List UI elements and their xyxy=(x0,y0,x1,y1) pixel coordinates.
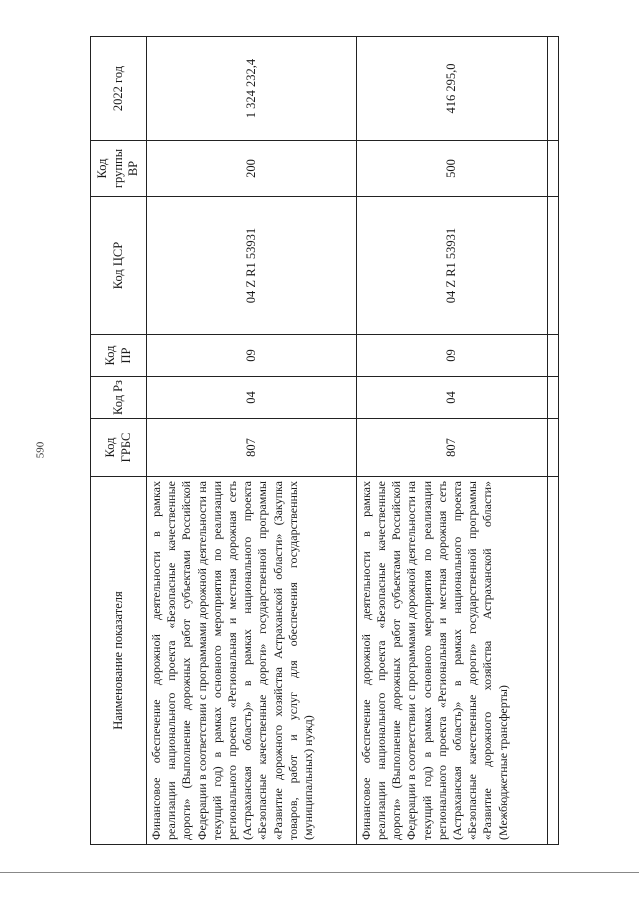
header-vr: Код группы ВР xyxy=(91,141,147,197)
row-pr: 09 xyxy=(147,335,357,377)
blank-cell xyxy=(548,197,559,335)
header-year: 2022 год xyxy=(91,37,147,141)
page-edge-rule xyxy=(0,872,639,873)
blank-row xyxy=(548,37,559,845)
header-grbs: Код ГРБС xyxy=(91,419,147,477)
budget-table xyxy=(90,36,559,845)
blank-cell xyxy=(548,419,559,477)
header-pr: Код ПР xyxy=(91,335,147,377)
row-vr: 200 xyxy=(147,141,357,197)
rotated-page xyxy=(90,37,559,845)
table-row xyxy=(147,37,357,845)
row-grbs: 807 xyxy=(356,419,547,477)
header-csr: Код ЦСР xyxy=(91,197,147,335)
blank-cell xyxy=(548,37,559,141)
row-name: Финансовое обеспечение дорожной деятельности в рамках реализации национального проекта «Безопасные качественные дороги» (Выполнение дорожных работ субъектами Российской Федерации в соответствии с программами дорожной деятельности на текущий год) в рамках основного мероприятия по реализации регионального проекта «Региональная и местная дорожная сеть (Астраханская область)» в рамках национального проекта «Безопасные качественные дороги» государственной программы «Развитие дорожного хозяйства Астраханской области» (Закупка товаров, работ и услуг для обеспечения государственных (муниципальных) нужд) xyxy=(147,477,357,845)
row-csr: 04 Z R1 53931 xyxy=(356,197,547,335)
row-rz: 04 xyxy=(356,377,547,419)
row-name: Финансовое обеспечение дорожной деятельности в рамках реализации национального проекта «Безопасные качественные дороги» (Выполнение дорожных работ субъектами Российской Федерации в соответствии с программами дорожной деятельности на текущий год) в рамках основного мероприятия по реализации регионального проекта «Региональная и местная дорожная сеть (Астраханская область)» в рамках национального проекта «Безопасные качественные дороги» государственной программы «Развитие дорожного хозяйства Астраханской области» (Межбюджетные трансферты) xyxy=(356,477,547,845)
blank-cell xyxy=(548,335,559,377)
blank-cell xyxy=(548,141,559,197)
row-grbs: 807 xyxy=(147,419,357,477)
row-pr: 09 xyxy=(356,335,547,377)
row-amount: 1 324 232,4 xyxy=(147,37,357,141)
row-vr: 500 xyxy=(356,141,547,197)
table-row xyxy=(356,37,547,845)
row-amount: 416 295,0 xyxy=(356,37,547,141)
row-rz: 04 xyxy=(147,377,357,419)
page-number: 590 xyxy=(34,441,47,459)
blank-cell xyxy=(548,377,559,419)
header-rz: Код Рз xyxy=(91,377,147,419)
row-csr: 04 Z R1 53931 xyxy=(147,197,357,335)
header-row xyxy=(91,37,147,845)
header-name: Наименование показателя xyxy=(91,477,147,845)
blank-cell xyxy=(548,477,559,845)
